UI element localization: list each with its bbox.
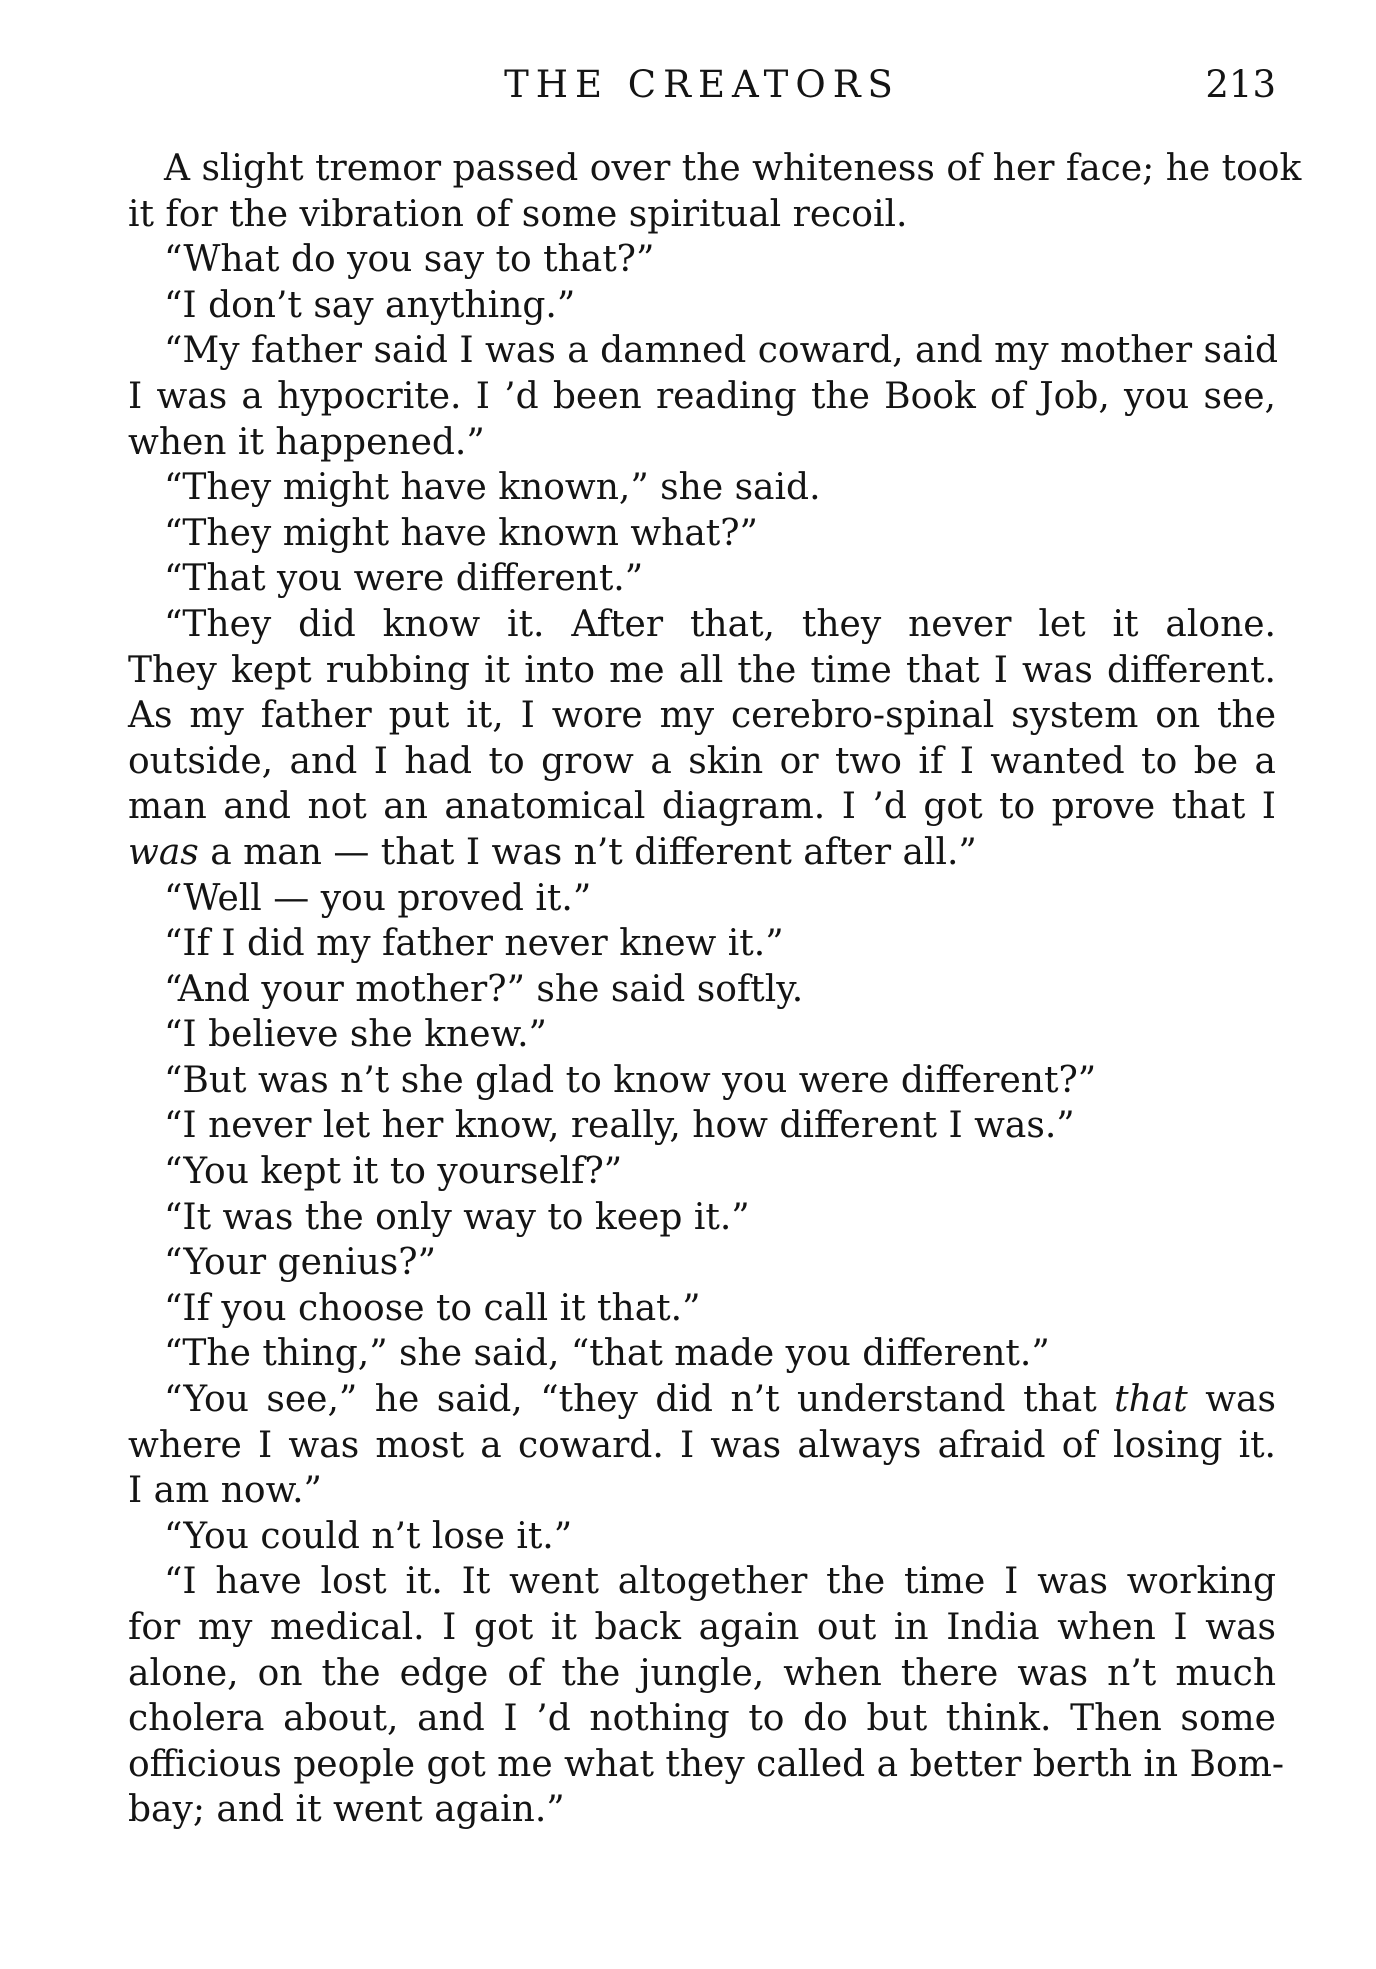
line-text: a man — that I was n’t different after all.”	[198, 831, 977, 873]
text-line: “You kept it to yourself?”	[164, 1151, 623, 1193]
text-line: alone, on the edge of the jungle, when there was n’t much	[128, 1652, 1276, 1694]
text-line: “They might have known,” she said.	[164, 467, 821, 509]
text-line: cholera about, and I ’d nothing to do but think. Then some	[128, 1698, 1276, 1740]
text-line: “What do you say to that?”	[164, 239, 655, 281]
text-line: As my father put it, I wore my cerebro-spinal system on the	[128, 695, 1276, 737]
text-line: “My father said I was a damned coward, and my mother said	[164, 330, 1278, 372]
italic-word: that	[1114, 1379, 1188, 1421]
text-line: “I never let her know, really, how different I was.”	[164, 1105, 1075, 1147]
text-line: “They might have known what?”	[164, 512, 758, 554]
text-line: it for the vibration of some spiritual recoil.	[128, 193, 908, 235]
text-line: “Well — you proved it.”	[164, 877, 592, 919]
text-line	[128, 830, 1276, 876]
text-line: “The thing,” she said, “that made you different.”	[164, 1333, 1050, 1375]
running-header	[128, 60, 1276, 110]
text-line: “That you were different.”	[164, 558, 644, 600]
text-line: “And your mother?” she said softly.	[164, 968, 804, 1010]
page-number: 213	[1205, 63, 1276, 106]
body-text	[128, 146, 1302, 1833]
text-line: “They did know it. After that, they never let it alone.	[164, 603, 1276, 645]
text-line: They kept rubbing it into me all the time that I was different.	[128, 649, 1276, 691]
text-line: “I believe she knew.”	[164, 1014, 547, 1056]
italic-word: was	[128, 831, 199, 873]
text-line: A slight tremor passed over the whiteness of her face; he took	[164, 148, 1302, 189]
line-text: “You see,” he said, “they did n’t understand that	[164, 1379, 1115, 1421]
text-line: “It was the only way to keep it.”	[164, 1196, 750, 1238]
text-line: I am now.”	[128, 1470, 322, 1512]
text-line: “I don’t say anything.”	[164, 284, 576, 326]
text-line: for my medical. I got it back again out in India when I was	[128, 1607, 1276, 1648]
running-title: THE CREATORS	[504, 63, 900, 106]
text-line: “Your genius?”	[164, 1242, 436, 1284]
text-line: where I was most a coward. I was always afraid of losing it.	[128, 1424, 1276, 1466]
text-line: “But was n’t she glad to know you were different?”	[164, 1059, 1097, 1101]
text-line: outside, and I had to grow a skin or two if I wanted to be a	[128, 740, 1276, 782]
text-line: “I have lost it. It went altogether the time I was working	[164, 1561, 1276, 1603]
text-line: “You could n’t lose it.”	[164, 1515, 573, 1557]
text-line: officious people got me what they called a better berth in Bom-	[128, 1743, 1284, 1785]
text-line: man and not an anatomical diagram. I ’d got to prove that I	[128, 786, 1276, 828]
text-line	[128, 1377, 1276, 1423]
text-line: when it happened.”	[128, 421, 485, 463]
text-line: “If I did my father never knew it.”	[164, 923, 784, 965]
text-line: bay; and it went again.”	[128, 1789, 565, 1831]
text-line: I was a hypocrite. I ’d been reading the Book of Job, you see,	[128, 375, 1276, 417]
line-text: was	[1187, 1379, 1276, 1421]
text-line: “If you choose to call it that.”	[164, 1287, 701, 1329]
